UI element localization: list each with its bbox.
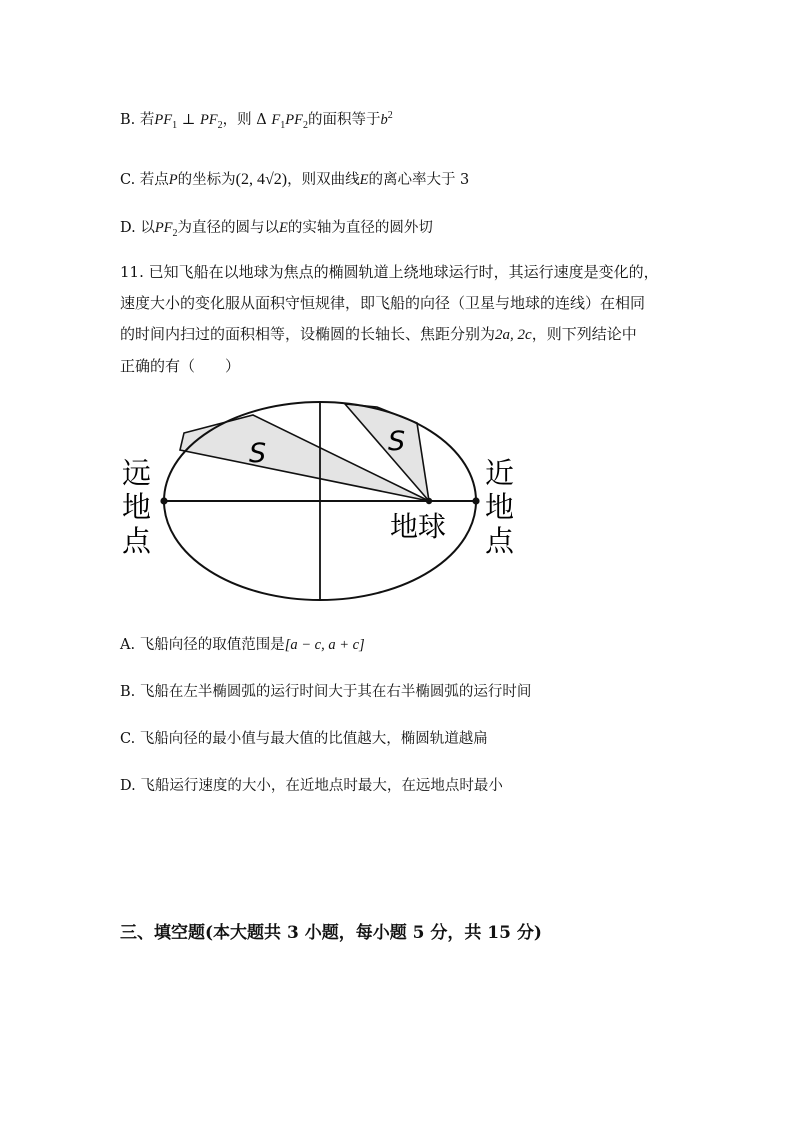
q10-option-b: B. 若$PF_1$ ⊥ $PF_2$，则 Δ $F_1PF_2$的面积等于$b^2$ [120, 110, 393, 131]
sector-label-left: S [249, 438, 267, 469]
far-point-dot [160, 497, 167, 504]
q10-option-c: C. 若点P的坐标为(2, 4√2)，则双曲线E的离心率大于 3 [120, 171, 470, 188]
far-label-3: 点 [122, 524, 152, 558]
far-label-2: 地 [122, 490, 152, 524]
q11-option-a: A. 飞船向径的取值范围是[a − c, a + c] [120, 637, 365, 653]
q10-option-d: D. 以$PF_2$为直径的圆与以E的实轴为直径的圆外切 [120, 220, 433, 239]
earth-label: 地球 [390, 510, 447, 543]
near-label-3: 点 [485, 524, 515, 558]
q11-option-d: D. 飞船运行速度的大小，在近地点时最大，在远地点时最小 [120, 778, 503, 794]
section-heading: 三、填空题(本大题共 3 小题，每小题 5 分，共 15 分) [120, 923, 542, 943]
q11-stem: 11. 已知飞船在以地球为焦点的椭圆轨道上绕地球运行时，其运行速度是变化的， 速度大小的变化服从面积守恒规律，即飞船的向径（卫星与地球的连线）在相同 的时间内扫过的面积相等，设椭圆的长轴长、焦距分别为2a, 2c，则下列结论中 正确的有（ ） [120, 263, 659, 375]
sector-label-right: S [388, 426, 406, 457]
near-point-dot [472, 497, 479, 504]
near-label-1: 近 [485, 456, 515, 490]
q11-option-c: C. 飞船向径的最小值与最大值的比值越大，椭圆轨道越扁 [120, 731, 488, 747]
orbit-figure [110, 390, 540, 615]
near-label-2: 地 [485, 490, 515, 524]
earth-dot [426, 498, 432, 504]
far-label-1: 远 [122, 456, 152, 490]
q11-option-b: B. 飞船在左半椭圆弧的运行时间大于其在右半椭圆弧的运行时间 [120, 684, 532, 700]
